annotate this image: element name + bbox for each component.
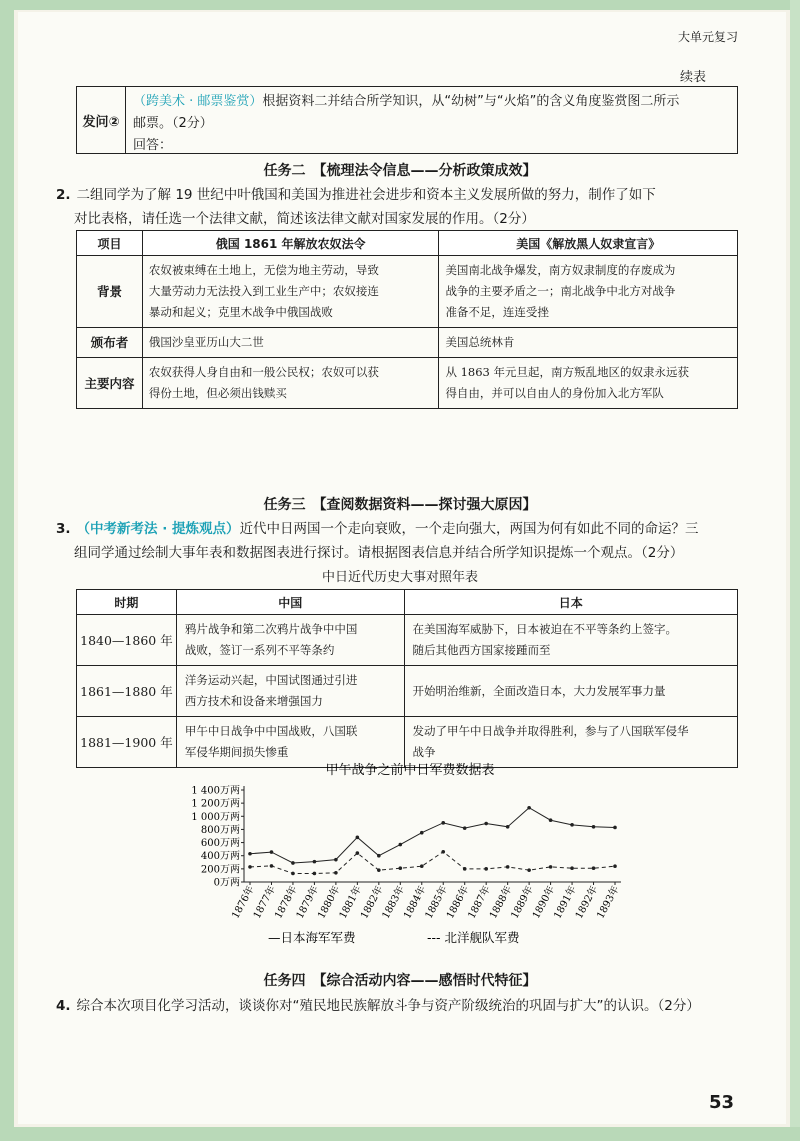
japan-cell bbox=[404, 666, 737, 717]
table-row bbox=[77, 256, 738, 328]
beiyang-fleet-point bbox=[549, 865, 553, 869]
legend-japan-navy: —日本海军军费 bbox=[268, 930, 356, 945]
beiyang-fleet-point bbox=[291, 872, 295, 876]
cell-line: 战争 bbox=[412, 745, 436, 759]
cell-line: 鸦片战争和第二次鸦片战争中中国 bbox=[184, 622, 358, 636]
cell-line: 开始明治维新，全面改造日本，大力发展军事力量 bbox=[412, 683, 666, 698]
cell-line: 随后其他西方国家接踵而至 bbox=[412, 643, 551, 657]
table-row bbox=[77, 666, 738, 717]
column-header: 日本 bbox=[404, 590, 737, 615]
usa-cell bbox=[439, 358, 738, 409]
japan-navy-point bbox=[463, 826, 467, 830]
task-3-number: 3. bbox=[56, 521, 71, 537]
row-header: 主要内容 bbox=[77, 358, 143, 409]
task-4-line-1: 综合本次项目化学习活动，谈谈你对“殖民地民族解放斗争与资产阶级统治的巩固与扩大”的认识。（2分） bbox=[76, 998, 700, 1014]
question-2-text: 根据资料二并结合所学知识，从“幼树”与“火焰”的含义角度鉴赏图二所示 bbox=[262, 94, 680, 109]
x-tick-label: 1876年 bbox=[230, 884, 257, 921]
page-frame-bottom bbox=[0, 1127, 800, 1141]
cell-line: 战争的主要矛盾之一；南北战争中北方对战争 bbox=[445, 284, 676, 298]
table-row bbox=[77, 717, 738, 768]
cell-line: 美国总统林肯 bbox=[445, 335, 515, 349]
beiyang-fleet-point bbox=[420, 864, 424, 868]
beiyang-fleet-point bbox=[484, 867, 488, 871]
x-tick-label: 1893年 bbox=[595, 884, 622, 921]
question-2-box bbox=[76, 86, 738, 154]
task-2-question bbox=[56, 183, 746, 231]
japan-navy-point bbox=[398, 843, 402, 847]
japan-navy-point bbox=[248, 852, 252, 856]
japan-navy-point bbox=[377, 854, 381, 858]
usa-cell bbox=[439, 328, 738, 358]
y-tick-label: 600万两 bbox=[200, 838, 240, 850]
japan-navy-point bbox=[291, 861, 295, 865]
cell-line: 从 1863 年元旦起，南方叛乱地区的奴隶永远获 bbox=[445, 365, 690, 379]
cell-line: 得份土地，但必须出钱赎买 bbox=[148, 386, 287, 400]
japan-navy-point bbox=[334, 858, 338, 862]
row-header: 颁布者 bbox=[77, 328, 143, 358]
beiyang-fleet-point bbox=[463, 867, 467, 871]
law-comparison-table bbox=[76, 230, 738, 409]
table-row bbox=[77, 358, 738, 409]
x-tick-label: 1878年 bbox=[273, 884, 300, 921]
page-frame-top bbox=[0, 0, 800, 10]
x-tick-label: 1890年 bbox=[530, 884, 558, 921]
beiyang-fleet-point bbox=[248, 865, 252, 869]
y-tick-label: 1 000万两 bbox=[191, 811, 240, 823]
column-header: 俄国 1861 年解放农奴法令 bbox=[142, 231, 439, 256]
japan-navy-point bbox=[420, 831, 424, 835]
task-3-line-2: 组同学通过绘制大事年表和数据图表进行探讨。请根据图表信息并结合所学知识提炼一个观点。（2分） bbox=[74, 545, 684, 561]
beiyang-fleet-point bbox=[313, 872, 317, 876]
task-2-line-1: 二组同学为了解 19 世纪中叶俄国和美国为推进社会进步和资本主义发展所做的努力，制作了如下 bbox=[76, 187, 656, 203]
period-cell: 1861—1880 年 bbox=[77, 666, 177, 717]
task-3-line-1: 近代中日两国一个走向衰败，一个走向强大，两国为何有如此不同的命运？三 bbox=[239, 521, 699, 537]
cell-line: 得自由，并可以自由人的身份加入北方军队 bbox=[445, 386, 664, 400]
japan-navy-point bbox=[506, 825, 510, 829]
cell-line: 发动了甲午中日战争并取得胜利，参与了八国联军侵华 bbox=[412, 724, 689, 738]
cell-line: 战败，签订一系列不平等条约 bbox=[184, 643, 335, 657]
question-2-text-cont: 邮票。（2分） bbox=[133, 116, 213, 131]
y-tick-label: 1 400万两 bbox=[191, 785, 240, 797]
japan-navy-point bbox=[570, 823, 574, 827]
timeline-table-caption: 中日近代历史大事对照年表 bbox=[321, 570, 478, 585]
cell-line: 美国南北战争爆发，南方奴隶制度的存废成为 bbox=[445, 263, 676, 277]
cell-line: 暴动和起义；克里木战争中俄国战败 bbox=[148, 305, 333, 319]
column-header: 中国 bbox=[176, 590, 404, 615]
y-tick-label: 400万两 bbox=[200, 851, 240, 863]
cell-line: 准备不足，连连受挫 bbox=[445, 305, 549, 319]
x-tick-label: 1887年 bbox=[466, 884, 493, 921]
japan-navy-point bbox=[270, 850, 274, 854]
cell-line: 大量劳动力无法投入到工业生产中；农奴接连 bbox=[148, 284, 379, 298]
task-2-number: 2. bbox=[56, 187, 71, 203]
cell-line: 西方技术和设备来增强国力 bbox=[184, 694, 323, 708]
x-tick-label: 1877年 bbox=[251, 884, 279, 921]
cell-line: 俄国沙皇亚历山大二世 bbox=[148, 335, 264, 349]
task-2-title: 任务二 【梳理法令信息——分析政策成效】 bbox=[263, 163, 537, 179]
japan-navy-point bbox=[356, 836, 360, 840]
beiyang-fleet-point bbox=[270, 864, 274, 868]
beiyang-fleet-point bbox=[377, 868, 381, 872]
table-header-row bbox=[77, 231, 738, 256]
period-cell: 1881—1900 年 bbox=[77, 717, 177, 768]
task-3-question bbox=[56, 517, 746, 565]
task-4-number: 4. bbox=[56, 998, 71, 1014]
y-tick-label: 1 200万两 bbox=[191, 798, 240, 810]
military-spending-chart bbox=[180, 763, 640, 957]
y-tick-label: 200万两 bbox=[200, 864, 240, 876]
table-row bbox=[77, 615, 738, 666]
answer-label[interactable]: 回答： bbox=[133, 138, 173, 153]
x-tick-label: 1889年 bbox=[509, 884, 536, 921]
russia-cell bbox=[142, 256, 439, 328]
japan-navy-point bbox=[441, 821, 445, 825]
cell-line: 在美国海军威胁下，日本被迫在不平等条约上签字。 bbox=[412, 622, 678, 636]
china-cell bbox=[176, 717, 404, 768]
column-header: 美国《解放黑人奴隶宣言》 bbox=[439, 231, 738, 256]
task-4-title: 任务四 【综合活动内容——感悟时代特征】 bbox=[263, 973, 537, 989]
beiyang-fleet-point bbox=[527, 868, 531, 872]
beiyang-fleet-point bbox=[592, 866, 596, 870]
x-tick-label: 1884年 bbox=[402, 884, 429, 921]
china-cell bbox=[176, 615, 404, 666]
legend-beiyang-fleet: --- 北洋舰队军费 bbox=[427, 930, 520, 945]
japan-navy-point bbox=[313, 860, 317, 864]
x-tick-label: 1885年 bbox=[423, 884, 450, 921]
x-tick-label: 1882年 bbox=[359, 884, 386, 921]
japan-navy-point bbox=[549, 818, 553, 822]
x-tick-label: 1892年 bbox=[573, 884, 601, 921]
table-header-row bbox=[77, 590, 738, 615]
x-tick-label: 1891年 bbox=[552, 884, 579, 921]
y-tick-label: 800万两 bbox=[200, 824, 240, 836]
task-4-question bbox=[56, 994, 746, 1018]
cell-line: 农奴获得人身自由和一般公民权；农奴可以获 bbox=[148, 365, 379, 379]
japan-navy-point bbox=[527, 806, 531, 810]
japan-navy-line bbox=[250, 808, 615, 863]
china-cell bbox=[176, 666, 404, 717]
x-tick-label: 1883年 bbox=[380, 884, 407, 921]
table-row bbox=[77, 328, 738, 358]
question-2-label: 发问② bbox=[77, 87, 126, 153]
x-tick-label: 1888年 bbox=[487, 884, 515, 921]
question-2-body bbox=[133, 91, 729, 157]
unit-header: 大单元复习 bbox=[677, 30, 738, 44]
column-header: 项目 bbox=[77, 231, 143, 256]
cell-line: 甲午中日战争中中国战败，八国联 bbox=[184, 724, 358, 738]
japan-cell bbox=[404, 717, 737, 768]
chart-title: 甲午战争之前中日军费数据表 bbox=[325, 763, 495, 778]
usa-cell bbox=[439, 256, 738, 328]
japan-cell bbox=[404, 615, 737, 666]
beiyang-fleet-point bbox=[570, 866, 574, 870]
task-3-title: 任务三 【查阅数据资料——探讨强大原因】 bbox=[263, 497, 537, 513]
period-cell: 1840—1860 年 bbox=[77, 615, 177, 666]
x-tick-label: 1880年 bbox=[316, 884, 343, 921]
x-tick-label: 1879年 bbox=[294, 884, 322, 921]
task-3-tag: （中考新考法 · 提炼观点） bbox=[76, 521, 240, 537]
beiyang-fleet-point bbox=[441, 850, 445, 854]
beiyang-fleet-point bbox=[506, 865, 510, 869]
japan-navy-point bbox=[592, 825, 596, 829]
x-tick-label: 1881年 bbox=[337, 884, 365, 921]
beiyang-fleet-point bbox=[613, 864, 617, 868]
task-2-line-2: 对比表格，请任选一个法律文献，简述该法律文献对国家发展的作用。（2分） bbox=[74, 211, 535, 227]
cell-line: 军侵华期间损失惨重 bbox=[184, 745, 289, 759]
question-2-tag: （跨美术 · 邮票鉴赏） bbox=[133, 94, 263, 109]
row-header: 背景 bbox=[77, 256, 143, 328]
cell-line: 农奴被束缚在土地上，无偿为地主劳动，导致 bbox=[148, 263, 379, 277]
beiyang-fleet-point bbox=[398, 866, 402, 870]
russia-cell bbox=[142, 328, 439, 358]
russia-cell bbox=[142, 358, 439, 409]
beiyang-fleet-point bbox=[334, 871, 338, 875]
japan-navy-point bbox=[613, 826, 617, 830]
y-tick-label: 0万两 bbox=[213, 877, 240, 889]
beiyang-fleet-point bbox=[356, 851, 360, 855]
column-header: 时期 bbox=[77, 590, 177, 615]
cell-line: 洋务运动兴起，中国试图通过引进 bbox=[184, 673, 358, 687]
japan-navy-point bbox=[484, 822, 488, 826]
x-tick-label: 1886年 bbox=[444, 884, 472, 921]
timeline-table bbox=[76, 589, 738, 768]
page-number: 53 bbox=[708, 1092, 734, 1113]
continued-label: 续表 bbox=[679, 70, 706, 85]
